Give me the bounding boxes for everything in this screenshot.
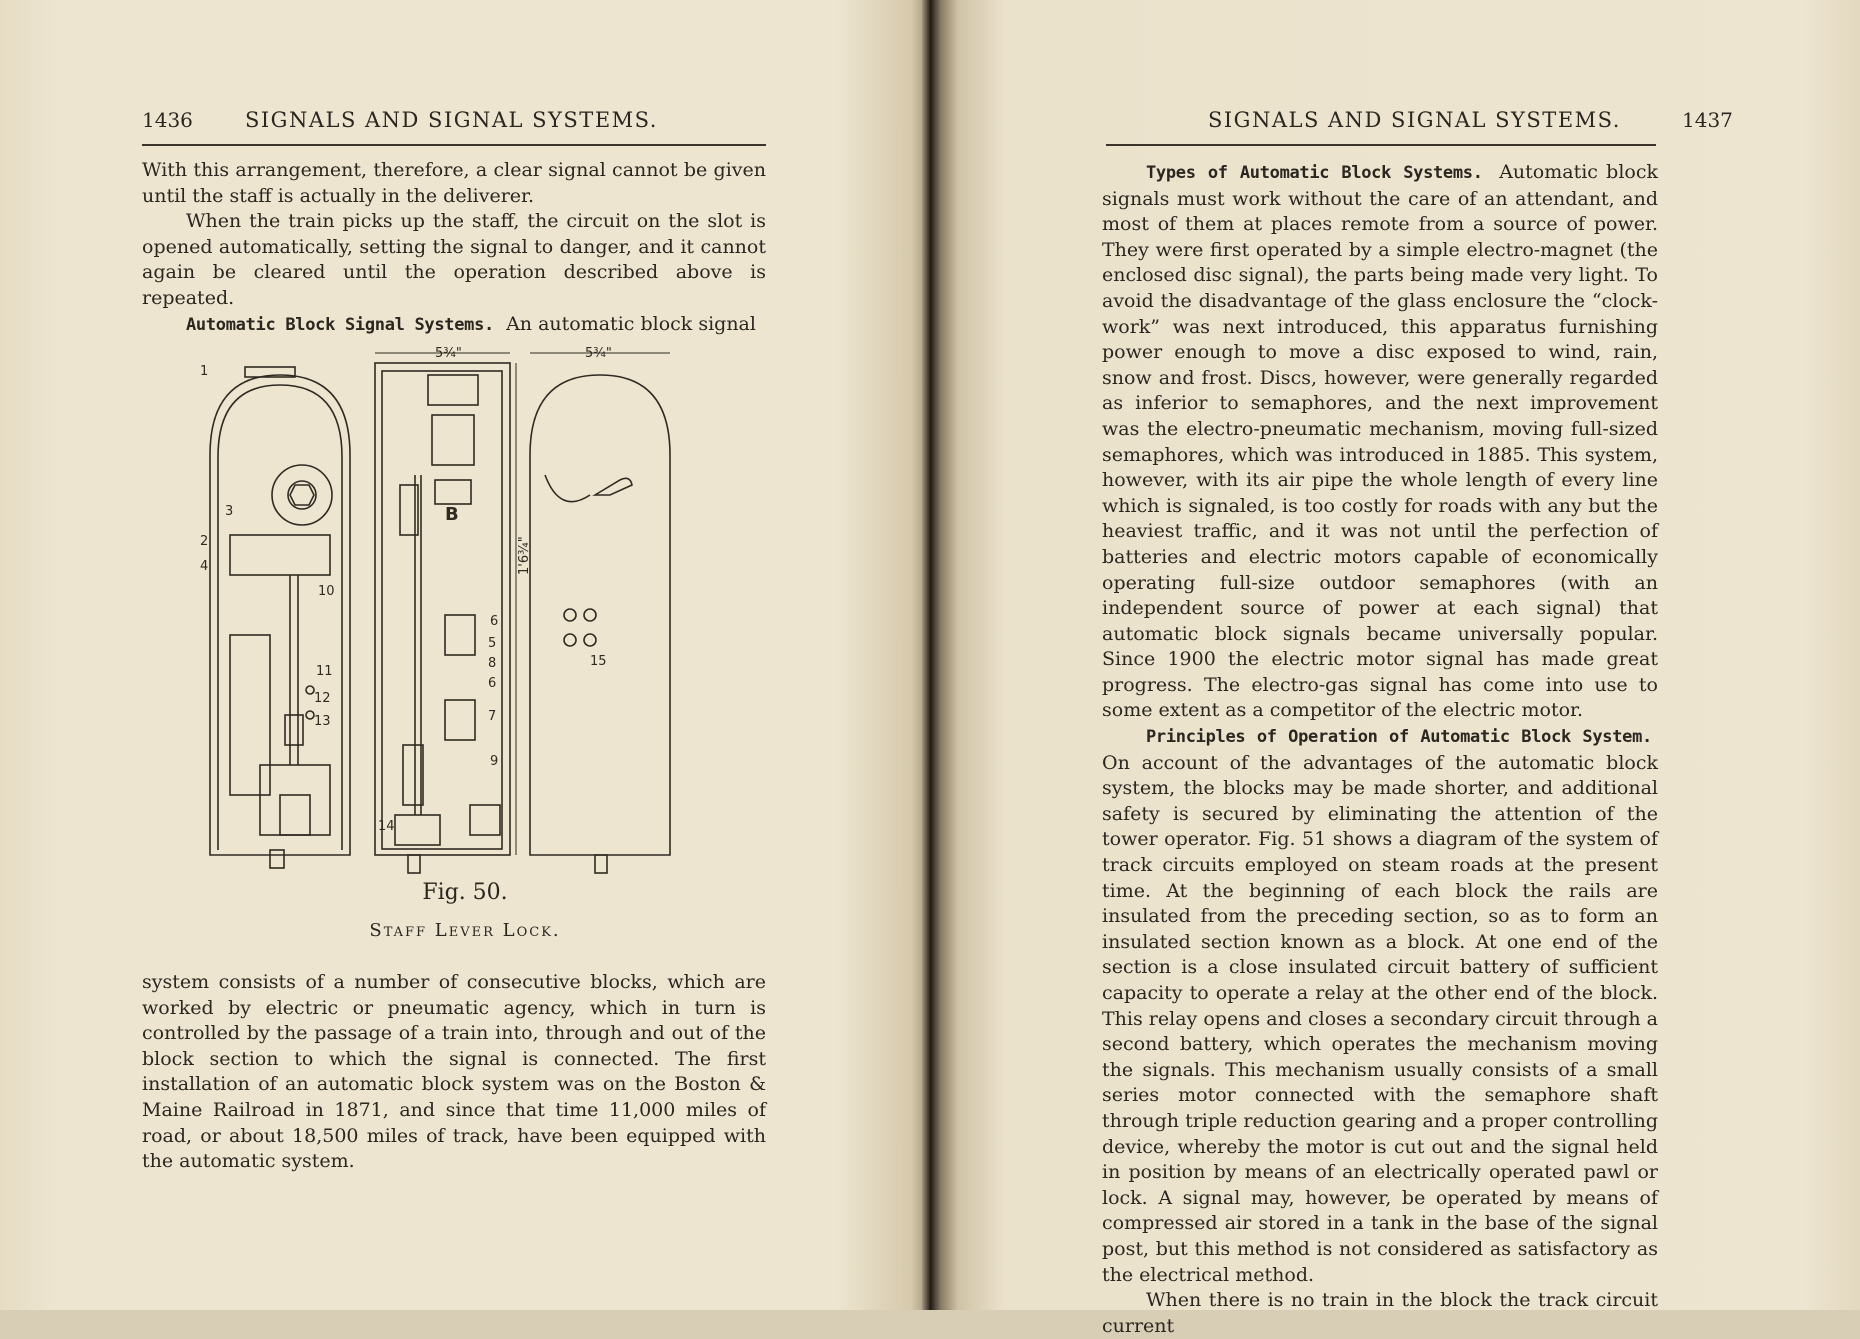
header-rule — [1106, 144, 1656, 146]
body-text — [1102, 160, 1658, 1339]
paragraph — [142, 312, 766, 339]
part-label: 9 — [490, 754, 499, 769]
header-rule — [142, 144, 766, 146]
paragraph: When there is no train in the block the track circuit current — [1102, 1289, 1658, 1337]
part-label: 4 — [200, 559, 209, 574]
paragraph: With this arrangement, therefore, a clear signal cannot be given until the staff is actually in the deliverer. — [142, 159, 766, 207]
part-label: 11 — [316, 664, 333, 679]
part-label: 6 — [490, 614, 499, 629]
part-label: 12 — [314, 691, 331, 706]
paragraph-body: On account of the advantages of the automatic block system, the blocks may be made shorter, and additional safety is secured by eliminating the attention of the tower operator. Fig. 51 shows a diagram of the system of track circuits employed on steam roads at the present time. At the beginning of each block the rails are insulated from the preceding section, so as to form an insulated section known as a block. At one end of the section is a close insulated circuit battery of sufficient capacity to operate a relay at the other end of the block. This relay opens and closes a secondary circuit through a second battery, which operates the mechanism moving the signals. This mechanism usually consists of a small series motor connected with the semaphore shaft through triple reduction gearing and a proper controlling device, whereby the motor is cut out and the signal held in position by means of an electrically operated pawl or lock. A signal may, however, be operated by means of compressed air stored in a tank in the base of the signal post, but this method is not considered as satisfactory as the electrical method. — [1102, 751, 1658, 1286]
part-label: 14 — [378, 819, 395, 834]
page-number: 1436 — [142, 108, 193, 132]
running-head: SIGNALS AND SIGNAL SYSTEMS. — [1208, 108, 1621, 132]
paragraph — [1102, 724, 1658, 1288]
part-label: 8 — [488, 656, 497, 671]
part-label: 3 — [225, 504, 234, 519]
side-view-drawing — [375, 353, 516, 873]
part-label: 13 — [314, 714, 331, 729]
front-view-drawing — [210, 367, 350, 868]
section-heading: Types of Automatic Block Systems. — [1146, 163, 1483, 183]
part-label: 5 — [488, 636, 497, 651]
section-heading: Principles of Operation of Automatic Block System. — [1146, 727, 1652, 748]
back-view-drawing — [530, 353, 670, 873]
part-label: 6 — [488, 676, 497, 691]
paragraph-start: An automatic block signal — [506, 312, 756, 335]
part-label: 1 — [200, 364, 209, 379]
section-heading: Automatic Block Signal Systems. — [186, 314, 494, 335]
left-page — [0, 0, 930, 1310]
paragraph: When the train picks up the staff, the circuit on the slot is opened automatically, setting the signal to danger, and it cannot again be cleared until the operation described above is repeated. — [142, 210, 766, 309]
paragraph — [1102, 160, 1658, 724]
part-label: B — [445, 504, 459, 525]
dimension-label: 5¾" — [585, 346, 612, 361]
right-page — [930, 0, 1860, 1337]
body-text-top — [142, 158, 766, 338]
part-label: 10 — [318, 584, 335, 599]
figure-title: Staff Lever Lock. — [369, 920, 561, 941]
part-label: 2 — [200, 534, 209, 549]
dimension-label: 5¾" — [435, 346, 462, 361]
page-number: 1437 — [1682, 108, 1733, 132]
part-label: 15 — [590, 654, 607, 669]
dimension-label: 1'6¾" — [517, 536, 532, 575]
body-text-bottom — [142, 970, 766, 1175]
running-head: SIGNALS AND SIGNAL SYSTEMS. — [245, 108, 658, 132]
figure-number: Fig. 50. — [422, 880, 508, 905]
paragraph: system consists of a number of consecutive blocks, which are worked by electric or pneumatic agency, which in turn is controlled by the passage of a train into, through and out of the block section to which the signal is connected. The first installation of an automatic block system was on the Boston & Maine Railroad in 1871, and since that time 11,000 miles of road, or about 18,500 miles of track, have been equipped with the automatic system. — [142, 971, 766, 1173]
paragraph-body: Automatic block signals must work without the care of an attendant, and most of them at places remote from a source of power. They were first operated by a simple electro-magnet (the enclosed disc signal), the parts being made very light. To avoid the disadvantage of the glass enclosure the “clock-work” was next introduced, this apparatus furnishing power enough to move a disc exposed to wind, rain, snow and frost. Discs, however, were generally regarded as inferior to semaphores, and the next improvement was the electro-pneumatic mechanism, moving full-sized semaphores, which was introduced in 1885. This system, however, with its air pipe the whole length of every line which is signaled, is too costly for roads with any but the heaviest traffic, and it was not until the perfection of batteries and electric motors capable of economically operating full-size outdoor semaphores (with an independent source of power at each signal) that automatic block signals became universally popular. Since 1900 the electric motor signal has made great progress. The electro-gas signal has come into use to some extent as a competitor of the electric motor. — [1102, 161, 1658, 722]
part-label: 7 — [488, 709, 497, 724]
staff-lever-lock-figure — [200, 345, 720, 875]
